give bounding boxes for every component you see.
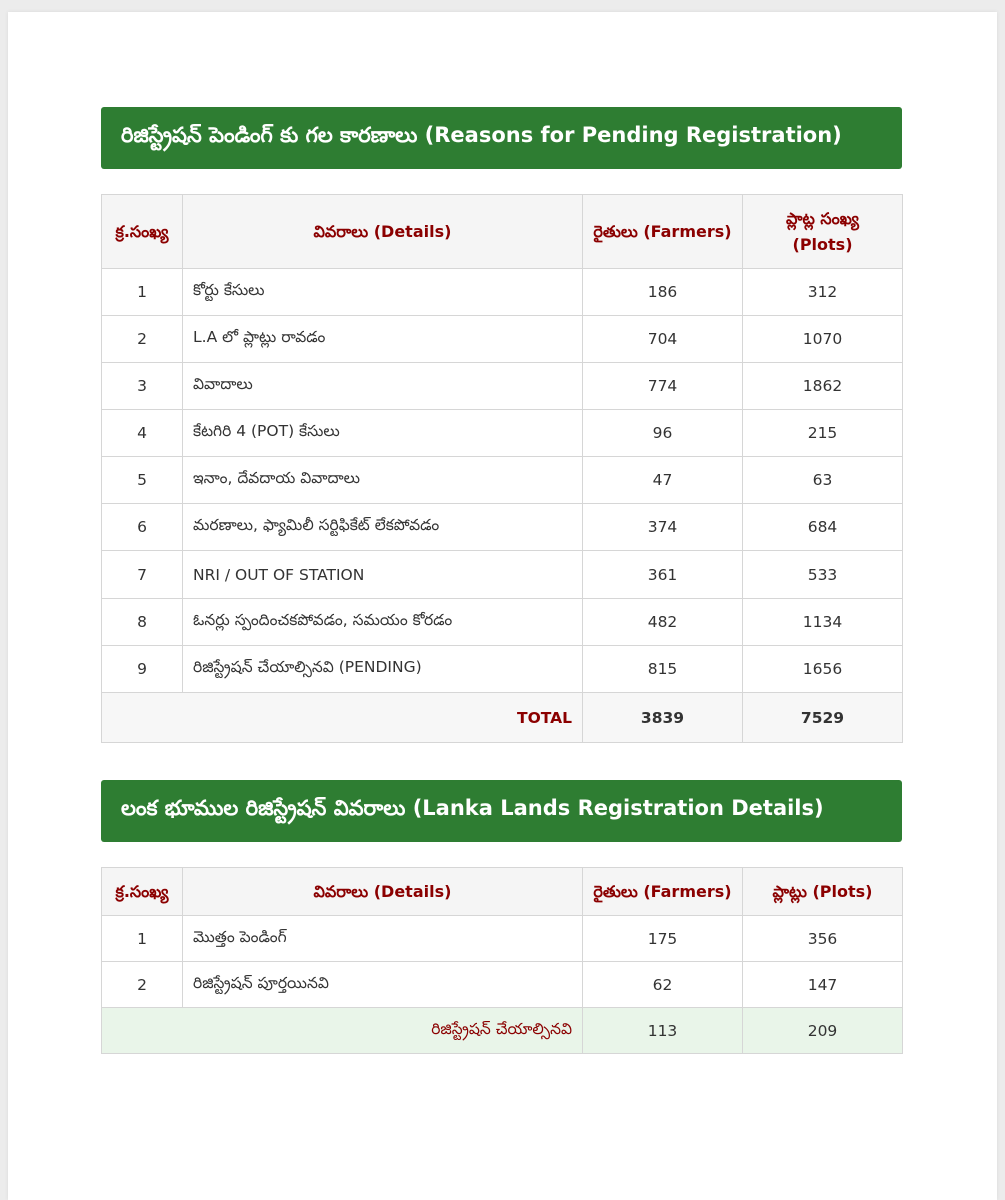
- header-farmers: రైతులు (Farmers): [583, 868, 743, 916]
- row-plots: 1134: [743, 599, 903, 646]
- row-farmers: 175: [583, 916, 743, 962]
- row-serial: 7: [102, 551, 183, 599]
- row-plots: 215: [743, 410, 903, 457]
- row-details: ఓనర్లు స్పందించకపోవడం, సమయం కోరడం: [183, 599, 583, 646]
- pending-farmers: 113: [583, 1008, 743, 1054]
- row-plots: 1862: [743, 363, 903, 410]
- row-farmers: 774: [583, 363, 743, 410]
- row-farmers: 361: [583, 551, 743, 599]
- row-farmers: 815: [583, 646, 743, 693]
- row-details: NRI / OUT OF STATION: [183, 551, 583, 599]
- row-serial: 8: [102, 599, 183, 646]
- row-details: కేటగిరి 4 (POT) కేసులు: [183, 410, 583, 457]
- row-details: ఇనాం, దేవదాయ వివాదాలు: [183, 457, 583, 504]
- lanka-lands-table: [101, 867, 903, 1054]
- table-row: [102, 269, 903, 316]
- pending-reasons-table: [101, 194, 903, 743]
- row-plots: 356: [743, 916, 903, 962]
- table-row: [102, 457, 903, 504]
- table-row: [102, 646, 903, 693]
- table-row: [102, 410, 903, 457]
- header-serial: క్ర.సంఖ్య: [102, 195, 183, 269]
- header-plots: ప్లాట్ల సంఖ్య (Plots): [743, 195, 903, 269]
- row-farmers: 704: [583, 316, 743, 363]
- pending-plots: 209: [743, 1008, 903, 1054]
- row-plots: 1070: [743, 316, 903, 363]
- table-row: [102, 363, 903, 410]
- row-details: L.A లో ప్లాట్లు రావడం: [183, 316, 583, 363]
- row-farmers: 186: [583, 269, 743, 316]
- pending-label: రిజిస్ట్రేషన్ చేయాల్సినవి: [102, 1008, 583, 1054]
- row-plots: 63: [743, 457, 903, 504]
- document-page: [8, 12, 997, 1200]
- row-serial: 4: [102, 410, 183, 457]
- row-plots: 533: [743, 551, 903, 599]
- lanka-lands-title: లంక భూముల రిజిస్ట్రేషన్ వివరాలు (Lanka Lands Registration Details): [101, 780, 902, 842]
- row-details: మొత్తం పెండింగ్: [183, 916, 583, 962]
- header-farmers: రైతులు (Farmers): [583, 195, 743, 269]
- total-row: [102, 693, 903, 743]
- row-details: కోర్టు కేసులు: [183, 269, 583, 316]
- row-farmers: 62: [583, 962, 743, 1008]
- row-serial: 1: [102, 269, 183, 316]
- row-plots: 1656: [743, 646, 903, 693]
- row-serial: 2: [102, 316, 183, 363]
- total-label: TOTAL: [102, 693, 583, 743]
- table-row: [102, 551, 903, 599]
- row-details: వివాదాలు: [183, 363, 583, 410]
- row-serial: 9: [102, 646, 183, 693]
- row-plots: 147: [743, 962, 903, 1008]
- row-farmers: 96: [583, 410, 743, 457]
- row-plots: 684: [743, 504, 903, 551]
- table-row: [102, 316, 903, 363]
- table-header-row: [102, 195, 903, 269]
- total-farmers: 3839: [583, 693, 743, 743]
- row-plots: 312: [743, 269, 903, 316]
- row-farmers: 482: [583, 599, 743, 646]
- row-farmers: 374: [583, 504, 743, 551]
- row-serial: 5: [102, 457, 183, 504]
- pending-reasons-title: రిజిస్ట్రేషన్ పెండింగ్ కు గల కారణాలు (Reasons for Pending Registration): [101, 107, 902, 169]
- row-serial: 2: [102, 962, 183, 1008]
- header-details: వివరాలు (Details): [183, 868, 583, 916]
- row-farmers: 47: [583, 457, 743, 504]
- header-plots: ప్లాట్లు (Plots): [743, 868, 903, 916]
- total-plots: 7529: [743, 693, 903, 743]
- header-serial: క్ర.సంఖ్య: [102, 868, 183, 916]
- row-serial: 6: [102, 504, 183, 551]
- table-row: [102, 916, 903, 962]
- table-row: [102, 599, 903, 646]
- row-details: మరణాలు, ఫ్యామిలీ సర్టిఫికేట్ లేకపోవడం: [183, 504, 583, 551]
- table-header-row: [102, 868, 903, 916]
- header-details: వివరాలు (Details): [183, 195, 583, 269]
- row-serial: 1: [102, 916, 183, 962]
- row-details: రిజిస్ట్రేషన్ చేయాల్సినవి (PENDING): [183, 646, 583, 693]
- row-serial: 3: [102, 363, 183, 410]
- table-row: [102, 504, 903, 551]
- table-row: [102, 962, 903, 1008]
- pending-summary-row: [102, 1008, 903, 1054]
- row-details: రిజిస్ట్రేషన్ పూర్తయినవి: [183, 962, 583, 1008]
